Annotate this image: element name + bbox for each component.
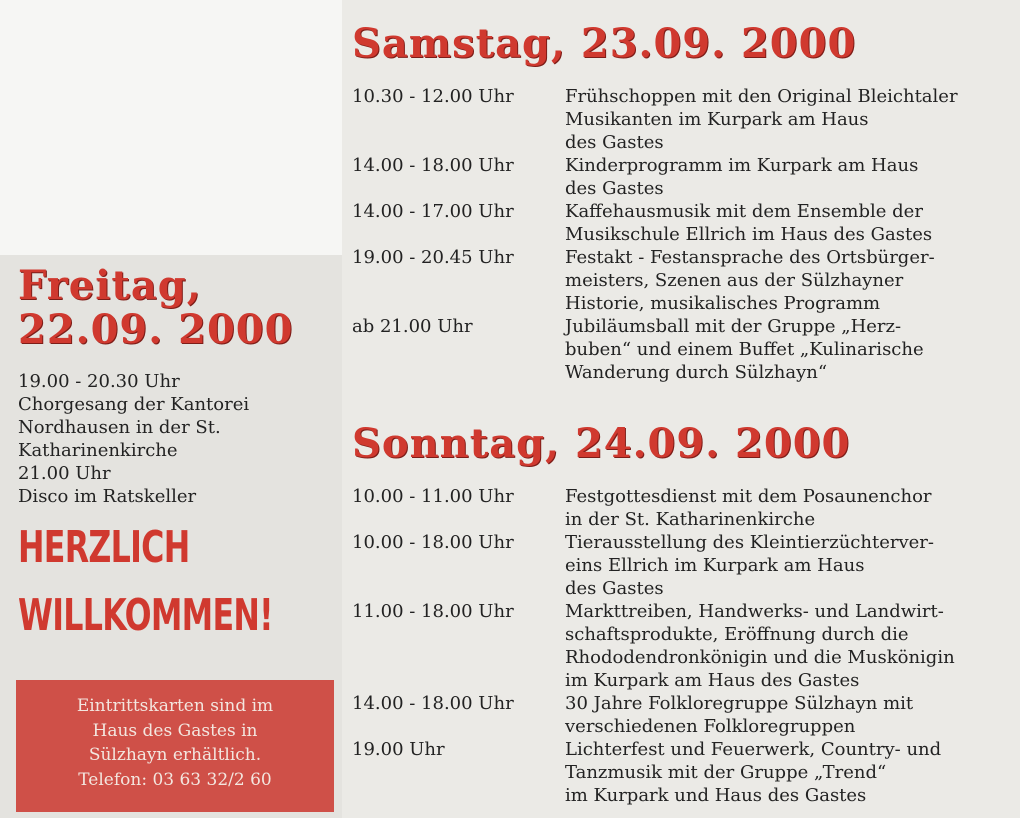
welcome-line-1: HERZLICH [18, 522, 190, 573]
event-time: ab 21.00 Uhr [352, 316, 473, 337]
event-description [565, 531, 1002, 600]
event-description-line: 30 Jahre Folkloregruppe Sülzhayn mit [565, 693, 914, 714]
event-row [352, 246, 1002, 315]
event-description-line: in der St. Katharinenkirche [565, 509, 816, 530]
event-description-line: Tierausstellung des Kleintierzüchterver- [565, 532, 934, 553]
friday-line: Nordhausen in der St. [18, 417, 221, 438]
sunday-schedule [352, 485, 1002, 807]
event-description-line: Festakt - Festansprache des Ortsbürger- [565, 247, 935, 268]
event-description-line: des Gastes [565, 132, 664, 153]
event-time: 19.00 - 20.45 Uhr [352, 247, 514, 268]
event-description [565, 315, 1002, 384]
event-description [565, 600, 1002, 692]
ticket-info-text [16, 680, 334, 792]
event-description [565, 692, 1002, 738]
event-time: 10.00 - 11.00 Uhr [352, 486, 514, 507]
event-row [352, 692, 1002, 738]
event-description-line: im Kurpark und Haus des Gastes [565, 785, 867, 806]
event-description-line: eins Ellrich im Kurpark am Haus [565, 555, 865, 576]
event-time: 10.00 - 18.00 Uhr [352, 532, 514, 553]
event-description [565, 485, 1002, 531]
blank-paper-area [0, 0, 342, 255]
event-description-line: Tanzmusik mit der Gruppe „Trend“ [565, 762, 887, 783]
event-row [352, 600, 1002, 692]
event-description-line: Festgottesdienst mit dem Posaunenchor [565, 486, 932, 507]
event-description-line: Markttreiben, Handwerks- und Landwirt- [565, 601, 944, 622]
event-row [352, 531, 1002, 600]
event-row [352, 315, 1002, 384]
event-description-line: im Kurpark am Haus des Gastes [565, 670, 860, 691]
event-description-line: des Gastes [565, 578, 664, 599]
event-description-line: verschiedenen Folkloregruppen [565, 716, 856, 737]
friday-line: 21.00 Uhr [18, 463, 111, 484]
friday-line: 19.00 - 20.30 Uhr [18, 371, 180, 392]
event-time: 10.30 - 12.00 Uhr [352, 86, 514, 107]
friday-heading-date: 22.09. 2000 [18, 306, 294, 353]
saturday-schedule [352, 85, 1002, 384]
event-description-line: Musikschule Ellrich im Haus des Gastes [565, 224, 933, 245]
saturday-heading: Samstag, 23.09. 2000 [352, 20, 857, 67]
event-description-line: Frühschoppen mit den Original Bleichtaler [565, 86, 958, 107]
event-time: 14.00 - 18.00 Uhr [352, 155, 514, 176]
event-row [352, 738, 1002, 807]
ticket-line: Haus des Gastes in [92, 720, 258, 741]
event-description-line: Kinderprogramm im Kurpark am Haus [565, 155, 919, 176]
event-description-line: schaftsprodukte, Eröffnung durch die [565, 624, 909, 645]
friday-line: Katharinenkirche [18, 440, 178, 461]
event-description-line: Musikanten im Kurpark am Haus [565, 109, 869, 130]
event-description [565, 738, 1002, 807]
event-description-line: Rhododendronkönigin und die Muskönigin [565, 647, 955, 668]
event-description [565, 200, 1002, 246]
event-row [352, 485, 1002, 531]
event-description-line: Jubiläumsball mit der Gruppe „Herz- [565, 316, 902, 337]
event-description [565, 85, 1002, 154]
event-time: 14.00 - 18.00 Uhr [352, 693, 514, 714]
sunday-heading: Sonntag, 24.09. 2000 [352, 420, 851, 467]
event-time: 14.00 - 17.00 Uhr [352, 201, 514, 222]
ticket-line: Telefon: 03 63 32/2 60 [78, 769, 272, 790]
ticket-line: Eintrittskarten sind im [76, 696, 274, 716]
event-row [352, 200, 1002, 246]
welcome-line-2: WILLKOMMEN! [18, 590, 273, 641]
friday-heading-day: Freitag, [18, 262, 202, 309]
ticket-info-box [16, 680, 334, 812]
event-time: 19.00 Uhr [352, 739, 445, 760]
event-time: 11.00 - 18.00 Uhr [352, 601, 514, 622]
friday-schedule [18, 370, 318, 508]
event-description-line: des Gastes [565, 178, 664, 199]
event-description-line: Wanderung durch Sülzhayn“ [565, 362, 828, 383]
friday-line: Disco im Ratskeller [18, 486, 197, 507]
ticket-line: Sülzhayn erhältlich. [88, 745, 262, 765]
event-description-line: Lichterfest und Feuerwerk, Country- und [565, 739, 942, 760]
event-description-line: Historie, musikalisches Programm [565, 293, 881, 314]
event-description [565, 154, 1002, 200]
event-description-line: meisters, Szenen aus der Sülzhayner [565, 270, 904, 291]
friday-line: Chorgesang der Kantorei [18, 394, 250, 415]
event-row [352, 85, 1002, 154]
event-description-line: buben“ und einem Buffet „Kulinarische [565, 339, 924, 360]
event-description-line: Kaffehausmusik mit dem Ensemble der [565, 201, 923, 222]
event-row [352, 154, 1002, 200]
event-description [565, 246, 1002, 315]
